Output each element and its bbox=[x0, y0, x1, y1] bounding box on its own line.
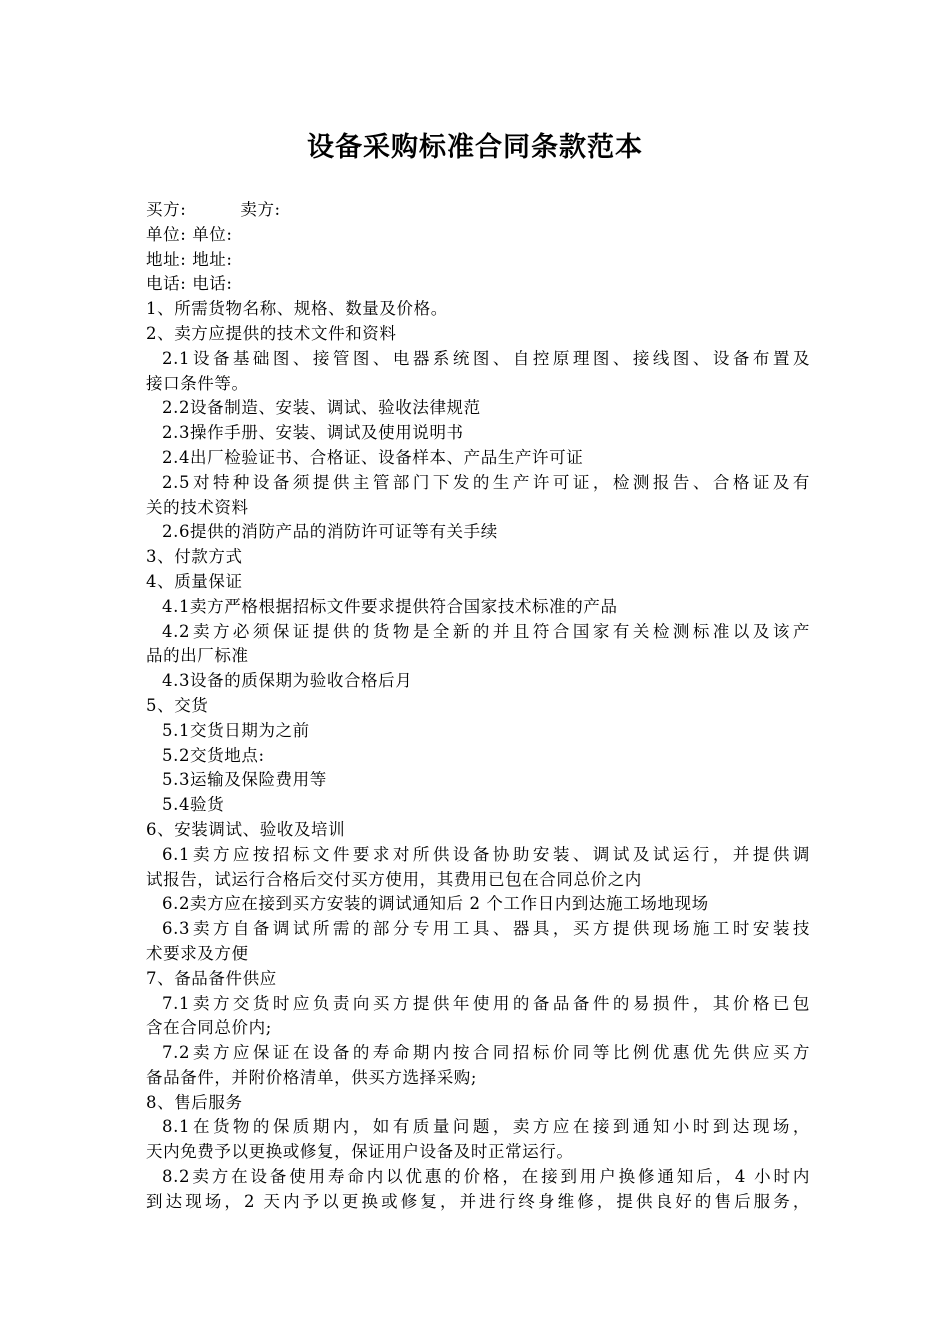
clause-line: 2、卖方应提供的技术文件和资料 bbox=[146, 323, 397, 343]
clause-line: 2.4出厂检验证书、合格证、设备样本、产品生产许可证 bbox=[162, 447, 584, 467]
seller-label: 卖方: bbox=[240, 200, 281, 219]
party-header-line bbox=[146, 198, 810, 223]
clause-line: 4.1卖方严格根据招标文件要求提供符合国家技术标准的产品 bbox=[162, 596, 618, 616]
clause-line: 关的技术资料 bbox=[146, 497, 249, 517]
clause-line: 5.3运输及保险费用等 bbox=[162, 770, 327, 790]
clause-line: 术要求及方便 bbox=[146, 943, 249, 963]
clause-line: 6.3卖方自备调试所需的部分专用工具、器具，买方提供现场施工时安装技 bbox=[162, 919, 810, 939]
clause-line: 5.4验货 bbox=[162, 795, 225, 815]
clause-line: 备品备件，并附价格清单，供买方选择采购; bbox=[146, 1067, 478, 1087]
clause-line: 天内免费予以更换或修复，保证用户设备及时正常运行。 bbox=[146, 1142, 574, 1162]
clause-line: 含在合同总价内; bbox=[146, 1018, 272, 1038]
clause-line: 接口条件等。 bbox=[146, 373, 249, 393]
page-title: 设备采购标准合同条款范本 bbox=[307, 132, 643, 163]
phone-line: 电话: 电话: bbox=[146, 274, 233, 294]
clause-line: 4.2卖方必须保证提供的货物是全新的并且符合国家有关检测标准以及该产 bbox=[162, 621, 810, 641]
clause-line: 7.1卖方交货时应负责向买方提供年使用的备品备件的易损件，其价格已包 bbox=[162, 993, 810, 1013]
clause-line: 2.3操作手册、安装、调试及使用说明书 bbox=[162, 423, 464, 443]
clause-line: 8.2卖方在设备使用寿命内以优惠的价格，在接到用户换修通知后，4 小时内 bbox=[162, 1167, 810, 1187]
clause-line: 2.2设备制造、安装、调试、验收法律规范 bbox=[162, 398, 481, 418]
clause-line: 6.1卖方应按招标文件要求对所供设备协助安装、调试及试运行，并提供调 bbox=[162, 844, 810, 864]
clause-line: 品的出厂标准 bbox=[146, 646, 249, 666]
clause-line: 2.5对特种设备须提供主管部门下发的生产许可证，检测报告、合格证及有 bbox=[162, 472, 810, 492]
clause-line: 1、所需货物名称、规格、数量及价格。 bbox=[146, 299, 448, 319]
clause-line: 5、交货 bbox=[146, 695, 209, 715]
clause-line: 7.2卖方应保证在设备的寿命期内按合同招标价同等比例优惠优先供应买方 bbox=[162, 1043, 810, 1063]
clause-line: 3、付款方式 bbox=[146, 547, 243, 567]
buyer-label: 买方: bbox=[146, 200, 187, 219]
clause-line: 5.2交货地点: bbox=[162, 745, 265, 765]
clause-line: 4.3设备的质保期为验收合格后月 bbox=[162, 671, 413, 691]
contract-body bbox=[146, 198, 810, 1215]
address-line: 地址: 地址: bbox=[146, 249, 233, 269]
clause-line: 试报告，试运行合格后交付买方使用，其费用已包在合同总价之内 bbox=[146, 869, 642, 889]
clause-line: 8.1在货物的保质期内，如有质量问题，卖方应在接到通知小时到达现场， bbox=[162, 1117, 810, 1137]
clause-line: 2.1设备基础图、接管图、电器系统图、自控原理图、接线图、设备布置及 bbox=[162, 348, 810, 368]
clause-line: 到达现场，2 天内予以更换或修复，并进行终身维修，提供良好的售后服务， bbox=[146, 1191, 810, 1211]
clause-line: 5.1交货日期为之前 bbox=[162, 720, 310, 740]
clause-line: 2.6提供的消防产品的消防许可证等有关手续 bbox=[162, 522, 498, 542]
clause-line: 4、质量保证 bbox=[146, 571, 243, 591]
unit-line: 单位: 单位: bbox=[146, 224, 233, 244]
clause-line: 7、备品备件供应 bbox=[146, 968, 277, 988]
clause-line: 6.2卖方应在接到买方安装的调试通知后 2 个工作日内到达施工场地现场 bbox=[162, 894, 709, 914]
clause-line: 8、售后服务 bbox=[146, 1092, 243, 1112]
clause-list bbox=[146, 297, 810, 1214]
clause-line: 6、安装调试、验收及培训 bbox=[146, 819, 346, 839]
